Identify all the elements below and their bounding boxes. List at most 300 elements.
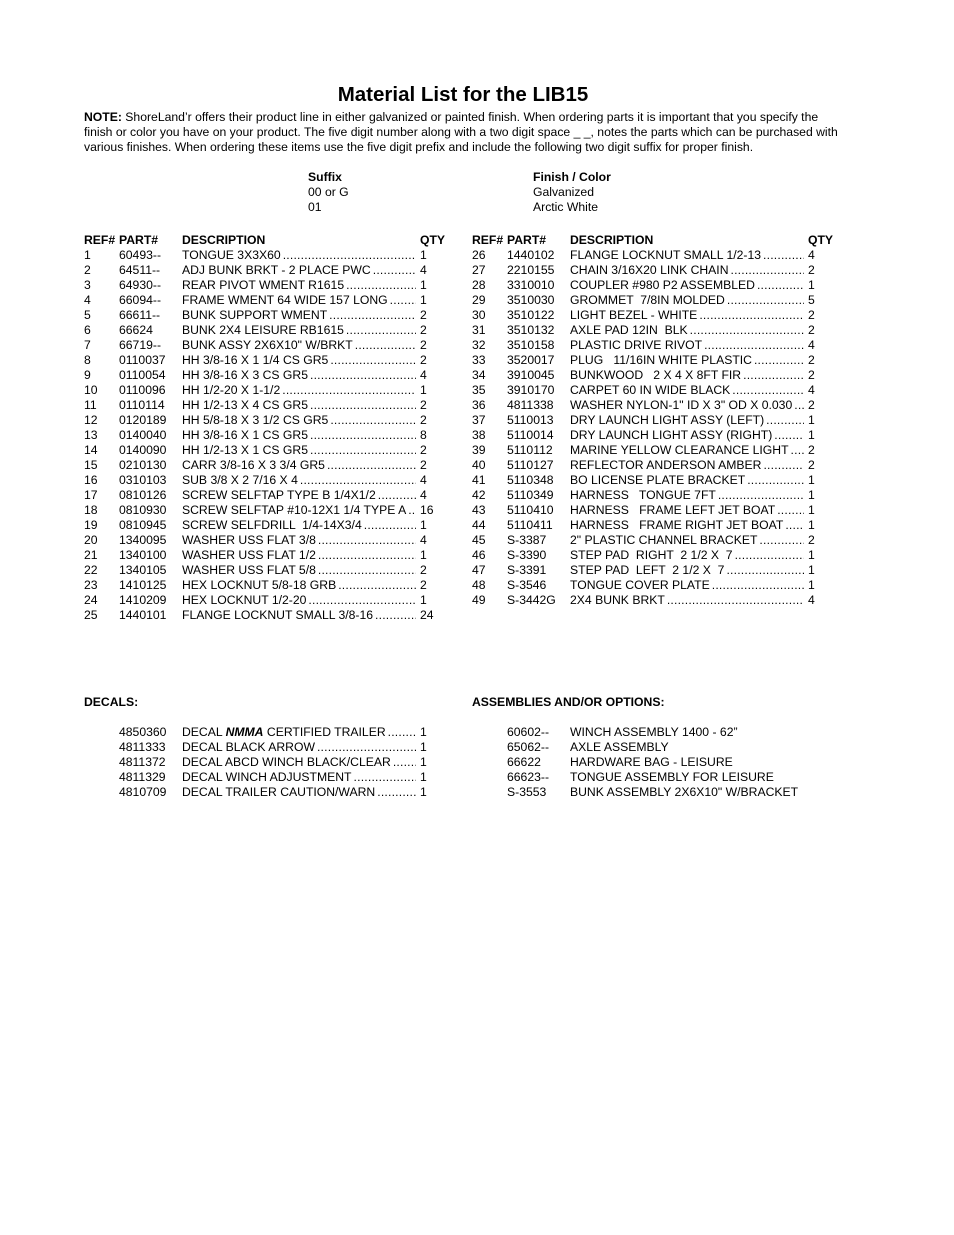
description-cell	[570, 308, 806, 323]
part-number-cell: S-3553	[507, 785, 547, 799]
qty-cell: 1	[420, 755, 427, 769]
table-row	[472, 518, 842, 533]
ref-cell: 42	[472, 488, 486, 502]
description-text: CARR 3/8-16 X 3 3/4 GR5	[182, 458, 325, 472]
description-cell: HARDWARE BAG - LEISURE	[570, 755, 733, 769]
part-header: PART#	[507, 233, 547, 247]
description-text: HH 1/2-13 X 4 CS GR5	[182, 398, 308, 412]
leader-dots	[408, 503, 416, 518]
decals-header: DECALS:	[84, 695, 139, 709]
table-row	[472, 263, 842, 278]
table-row	[472, 353, 842, 368]
ref-cell: 45	[472, 533, 486, 547]
description-cell	[570, 248, 806, 263]
part-number-cell: 1340100	[119, 548, 167, 562]
leader-dots	[327, 458, 416, 473]
leader-dots	[377, 785, 416, 800]
description-emphasis: NMMA	[225, 725, 264, 739]
description-cell	[182, 563, 418, 578]
part-number-cell: 0140090	[119, 443, 167, 457]
description-cell	[182, 263, 418, 278]
part-number-cell: 66623--	[507, 770, 550, 784]
part-number-cell: 5110014	[507, 428, 554, 442]
qty-cell: 5	[808, 293, 815, 307]
description-cell	[182, 353, 418, 368]
table-row	[84, 548, 454, 563]
description-cell	[570, 578, 806, 593]
description-cell: AXLE ASSEMBLY	[570, 740, 669, 754]
leader-dots	[338, 578, 416, 593]
qty-cell: 2	[420, 458, 427, 472]
assembly-row	[472, 755, 842, 770]
description-cell	[570, 338, 806, 353]
description-cell	[570, 398, 806, 413]
table-row	[84, 308, 454, 323]
ref-cell: 13	[84, 428, 98, 442]
qty-cell: 4	[808, 248, 815, 262]
qty-cell: 2	[420, 398, 427, 412]
ref-cell: 19	[84, 518, 98, 532]
ref-cell: 14	[84, 443, 98, 457]
qty-cell: 2	[808, 353, 815, 367]
description-prefix: DECAL BLACK ARROW	[182, 740, 315, 754]
part-number-cell: 1340105	[119, 563, 167, 577]
leader-dots	[794, 398, 804, 413]
leader-dots	[393, 755, 416, 770]
qty-cell: 2	[808, 263, 815, 277]
description-cell	[570, 278, 806, 293]
leader-dots	[763, 458, 804, 473]
decal-row	[84, 725, 454, 740]
description-header: DESCRIPTION	[570, 233, 654, 247]
description-text: BUNKWOOD 2 X 4 X 8FT FIR	[570, 368, 742, 382]
qty-cell: 16	[420, 503, 434, 517]
assembly-row	[472, 770, 842, 785]
description-cell	[182, 308, 418, 323]
description-text: STEP PAD LEFT 2 1/2 X 7	[570, 563, 725, 577]
description-text: HEX LOCKNUT 1/2-20	[182, 593, 307, 607]
leader-dots	[754, 353, 804, 368]
description-cell	[182, 533, 418, 548]
ref-cell: 15	[84, 458, 98, 472]
table-row	[84, 533, 454, 548]
qty-cell: 2	[420, 443, 427, 457]
leader-dots	[774, 428, 804, 443]
ref-cell: 31	[472, 323, 486, 337]
description-text: TONGUE COVER PLATE	[570, 578, 710, 592]
qty-cell: 2	[808, 368, 815, 382]
leader-dots	[364, 518, 416, 533]
leader-dots	[785, 518, 804, 533]
qty-cell: 4	[420, 533, 427, 547]
table-row	[472, 533, 842, 548]
table-row	[472, 473, 842, 488]
ref-cell: 38	[472, 428, 486, 442]
table-row	[84, 368, 454, 383]
table-row	[84, 263, 454, 278]
leader-dots	[732, 383, 804, 398]
description-text: FLANGE LOCKNUT SMALL 1/2-13	[570, 248, 762, 262]
description-header: DESCRIPTION	[182, 233, 266, 247]
leader-dots	[282, 383, 416, 398]
ref-cell: 22	[84, 563, 98, 577]
part-number-cell: 0120189	[119, 413, 167, 427]
qty-cell: 1	[808, 278, 815, 292]
ref-cell: 3	[84, 278, 91, 292]
qty-cell: 1	[808, 548, 815, 562]
ref-cell: 21	[84, 548, 98, 562]
description-cell	[182, 770, 418, 785]
qty-cell: 1	[808, 503, 815, 517]
table-row	[472, 443, 842, 458]
ref-cell: 20	[84, 533, 98, 547]
ref-cell: 18	[84, 503, 98, 517]
leader-dots	[373, 263, 416, 278]
leader-dots	[378, 488, 416, 503]
page-title: Material List for the LIB15	[337, 83, 589, 106]
description-cell	[570, 518, 806, 533]
description-cell	[182, 383, 418, 398]
part-number-cell: 1410209	[119, 593, 167, 607]
qty-cell: 1	[420, 725, 427, 739]
description-cell	[570, 548, 806, 563]
description-text: HH 3/8-16 X 1 1/4 CS GR5	[182, 353, 329, 367]
part-number-cell: 0810930	[119, 503, 167, 517]
finish-value: Arctic White	[533, 200, 599, 214]
description-text: WASHER NYLON-1" ID X 3" OD X 0.030	[570, 398, 793, 412]
part-number-cell: 60602--	[507, 725, 550, 739]
part-number-cell: 66624	[119, 323, 153, 337]
ref-cell: 24	[84, 593, 98, 607]
description-cell	[570, 428, 806, 443]
part-number-cell: 4850360	[119, 725, 167, 739]
part-number-cell: 66094--	[119, 293, 162, 307]
suffix-value: 00 or G	[308, 185, 349, 199]
part-number-cell: 0110037	[119, 353, 166, 367]
leader-dots	[330, 353, 416, 368]
description-text: SCREW SELFDRILL 1/4-14X3/4	[182, 518, 362, 532]
decals-list	[84, 725, 454, 800]
part-number-cell: 4811333	[119, 740, 166, 754]
ref-cell: 6	[84, 323, 91, 337]
qty-header: QTY	[420, 233, 446, 247]
description-cell	[182, 323, 418, 338]
description-cell	[570, 503, 806, 518]
table-row	[472, 458, 842, 473]
part-number-cell: 0140040	[119, 428, 167, 442]
description-text: DRY LAUNCH LIGHT ASSY (LEFT)	[570, 413, 765, 427]
part-number-cell: 3510030	[507, 293, 555, 307]
description-text: CARPET 60 IN WIDE BLACK	[570, 383, 731, 397]
leader-dots	[735, 548, 804, 563]
parts-table-left	[84, 233, 454, 623]
ref-cell: 5	[84, 308, 91, 322]
description-prefix: DECAL	[182, 725, 226, 739]
table-row	[84, 458, 454, 473]
part-number-cell: 0110054	[119, 368, 166, 382]
part-number-cell: 66719--	[119, 338, 162, 352]
leader-dots	[308, 593, 416, 608]
assemblies-header: ASSEMBLIES AND/OR OPTIONS:	[472, 695, 665, 709]
qty-cell: 2	[808, 398, 815, 412]
part-number-cell: 1410125	[119, 578, 167, 592]
description-cell	[570, 293, 806, 308]
description-cell	[182, 248, 418, 263]
parts-table-header	[84, 233, 454, 248]
part-number-cell: 4811329	[119, 770, 166, 784]
assemblies-list	[472, 725, 842, 800]
part-header: PART#	[119, 233, 159, 247]
description-cell	[182, 725, 418, 740]
ref-cell: 25	[84, 608, 98, 622]
ref-cell: 28	[472, 278, 486, 292]
part-number-cell: 4811338	[507, 398, 554, 412]
part-number-cell: 5110411	[507, 518, 553, 532]
ref-cell: 7	[84, 338, 91, 352]
description-text: COUPLER #980 P2 ASSEMBLED	[570, 278, 755, 292]
description-prefix: DECAL WINCH ADJUSTMENT	[182, 770, 352, 784]
qty-cell: 2	[808, 443, 815, 457]
description-text: FRAME WMENT 64 WIDE 157 LONG	[182, 293, 388, 307]
qty-cell: 2	[808, 533, 815, 547]
description-cell	[182, 593, 418, 608]
leader-dots	[726, 563, 804, 578]
leader-dots	[330, 413, 416, 428]
table-row	[472, 548, 842, 563]
leader-dots	[699, 308, 804, 323]
ref-cell: 4	[84, 293, 91, 307]
note-text: ShoreLand’r offers their product line in either galvanized or painted finish. When ordering parts it is important that you specify the finish or color you have on your product. The five digit number along with a two digit space _ _, notes the parts which can be purchased with various finishes. When ordering these items use the five digit prefix and include the following two digit suffix for proper finish.	[84, 110, 838, 154]
ref-cell: 8	[84, 353, 91, 367]
qty-cell: 1	[808, 428, 815, 442]
qty-cell: 1	[420, 770, 427, 784]
description-cell	[570, 353, 806, 368]
qty-cell: 1	[420, 518, 427, 532]
description-prefix: DECAL TRAILER CAUTION/WARN	[182, 785, 376, 799]
leader-dots	[318, 563, 416, 578]
description-text: FLANGE LOCKNUT SMALL 3/8-16	[182, 608, 374, 622]
description-text	[182, 755, 391, 770]
ref-cell: 30	[472, 308, 486, 322]
ref-cell: 26	[472, 248, 486, 262]
ref-cell: 34	[472, 368, 486, 382]
qty-cell: 1	[420, 785, 427, 799]
ref-cell: 23	[84, 578, 98, 592]
qty-cell: 1	[420, 248, 427, 262]
part-number-cell: 3510122	[507, 308, 555, 322]
leader-dots	[283, 248, 416, 263]
ref-cell: 47	[472, 563, 486, 577]
qty-cell: 1	[808, 578, 815, 592]
description-text: BUNK SUPPORT WMENT	[182, 308, 328, 322]
leader-dots	[318, 533, 416, 548]
table-row	[84, 293, 454, 308]
table-row	[472, 278, 842, 293]
description-text: ADJ BUNK BRKT - 2 PLACE PWC	[182, 263, 371, 277]
leader-dots	[766, 413, 804, 428]
ref-cell: 32	[472, 338, 486, 352]
ref-cell: 12	[84, 413, 98, 427]
qty-cell: 4	[808, 338, 815, 352]
ref-cell: 9	[84, 368, 91, 382]
qty-cell: 1	[420, 278, 427, 292]
part-number-cell: 3510132	[507, 323, 555, 337]
ref-cell: 49	[472, 593, 486, 607]
part-number-cell: 3510158	[507, 338, 555, 352]
description-text: 2X4 BUNK BRKT	[570, 593, 665, 607]
table-row	[84, 353, 454, 368]
description-text: BUNK 2X4 LEISURE RB1615	[182, 323, 344, 337]
description-cell	[570, 443, 806, 458]
description-text: DRY LAUNCH LIGHT ASSY (RIGHT)	[570, 428, 773, 442]
table-row	[84, 578, 454, 593]
ref-cell: 37	[472, 413, 486, 427]
decal-row	[84, 740, 454, 755]
leader-dots	[727, 293, 804, 308]
leader-dots	[375, 608, 416, 623]
qty-cell: 1	[420, 293, 427, 307]
part-number-cell: 60493--	[119, 248, 162, 262]
table-row	[84, 488, 454, 503]
table-row	[84, 563, 454, 578]
qty-cell: 2	[420, 353, 427, 367]
description-cell	[182, 278, 418, 293]
qty-cell: 1	[420, 383, 427, 397]
qty-cell: 1	[808, 413, 815, 427]
part-number-cell: 1440101	[119, 608, 167, 622]
table-row	[472, 593, 842, 608]
description-cell	[182, 398, 418, 413]
part-number-cell: 3910045	[507, 368, 555, 382]
assembly-row	[472, 785, 842, 800]
description-text	[182, 785, 375, 800]
description-cell	[570, 413, 806, 428]
table-row	[472, 248, 842, 263]
ref-cell: 48	[472, 578, 486, 592]
leader-dots	[310, 443, 416, 458]
part-number-cell: 5110112	[507, 443, 553, 457]
suffix-header: Suffix	[308, 170, 342, 184]
part-number-cell: 1440102	[507, 248, 555, 262]
ref-cell: 35	[472, 383, 486, 397]
part-number-cell: 64511--	[119, 263, 161, 277]
qty-header: QTY	[808, 233, 834, 247]
leader-dots	[310, 398, 416, 413]
description-cell	[182, 488, 418, 503]
part-number-cell: 5110410	[507, 503, 554, 517]
decal-row	[84, 755, 454, 770]
description-text: SCREW SELFTAP #10-12X1 1/4 TYPE A	[182, 503, 407, 517]
leader-dots	[718, 488, 804, 503]
qty-cell: 4	[420, 263, 427, 277]
table-row	[472, 413, 842, 428]
description-text: STEP PAD RIGHT 2 1/2 X 7	[570, 548, 733, 562]
ref-cell: 39	[472, 443, 486, 457]
qty-cell: 4	[420, 473, 427, 487]
table-row	[472, 383, 842, 398]
ref-cell: 11	[84, 398, 97, 412]
part-number-cell: 4810709	[119, 785, 167, 799]
part-number-cell: S-3546	[507, 578, 547, 592]
description-text: HH 5/8-18 X 3 1/2 CS GR5	[182, 413, 329, 427]
description-text: WASHER USS FLAT 1/2	[182, 548, 316, 562]
ref-cell: 16	[84, 473, 98, 487]
table-row	[472, 578, 842, 593]
ref-cell: 2	[84, 263, 91, 277]
leader-dots	[777, 503, 804, 518]
table-row	[472, 428, 842, 443]
qty-cell: 1	[420, 593, 427, 607]
table-row	[472, 563, 842, 578]
description-cell	[570, 458, 806, 473]
description-cell	[570, 563, 806, 578]
description-text: PLASTIC DRIVE RIVOT	[570, 338, 703, 352]
qty-cell: 2	[420, 563, 427, 577]
part-number-cell: 0110096	[119, 383, 166, 397]
description-cell	[182, 443, 418, 458]
leader-dots	[310, 368, 416, 383]
qty-cell: 4	[420, 368, 427, 382]
leader-dots	[704, 338, 804, 353]
description-text: AXLE PAD 12IN BLK	[570, 323, 688, 337]
qty-cell: 2	[808, 308, 815, 322]
part-number-cell: 2210155	[507, 263, 555, 277]
leader-dots	[390, 293, 416, 308]
qty-cell: 1	[420, 548, 427, 562]
description-prefix: DECAL ABCD WINCH BLACK/CLEAR	[182, 755, 391, 769]
description-cell	[570, 383, 806, 398]
description-cell	[570, 368, 806, 383]
table-row	[472, 308, 842, 323]
description-cell	[570, 488, 806, 503]
qty-cell: 4	[808, 383, 815, 397]
assembly-row	[472, 740, 842, 755]
part-number-cell: 3310010	[507, 278, 555, 292]
part-number-cell: 5110348	[507, 473, 554, 487]
assembly-row	[472, 725, 842, 740]
qty-cell: 2	[808, 458, 815, 472]
qty-cell: 2	[420, 338, 427, 352]
qty-cell: 2	[420, 578, 427, 592]
description-suffix: CERTIFIED TRAILER	[263, 725, 386, 739]
description-text: PLUG 11/16IN WHITE PLASTIC	[570, 353, 752, 367]
qty-cell: 1	[808, 518, 815, 532]
description-cell	[570, 473, 806, 488]
leader-dots	[346, 278, 416, 293]
part-number-cell: 0110114	[119, 398, 165, 412]
table-row	[472, 338, 842, 353]
part-number-cell: 0310103	[119, 473, 167, 487]
leader-dots	[731, 263, 805, 278]
leader-dots	[329, 308, 416, 323]
leader-dots	[791, 443, 804, 458]
ref-cell: 1	[84, 248, 91, 262]
part-number-cell: 5110013	[507, 413, 554, 427]
leader-dots	[712, 578, 804, 593]
table-row	[472, 293, 842, 308]
parts-table-right	[472, 233, 842, 608]
description-cell	[182, 755, 418, 770]
description-cell: BUNK ASSEMBLY 2X6X10" W/BRACKET	[570, 785, 799, 799]
part-number-cell: 0210130	[119, 458, 167, 472]
description-cell	[182, 608, 418, 623]
qty-cell: 1	[808, 473, 815, 487]
leader-dots	[667, 593, 804, 608]
description-text: BO LICENSE PLATE BRACKET	[570, 473, 746, 487]
description-text: HARNESS FRAME LEFT JET BOAT	[570, 503, 776, 517]
description-cell	[182, 458, 418, 473]
finish-note	[84, 110, 849, 155]
